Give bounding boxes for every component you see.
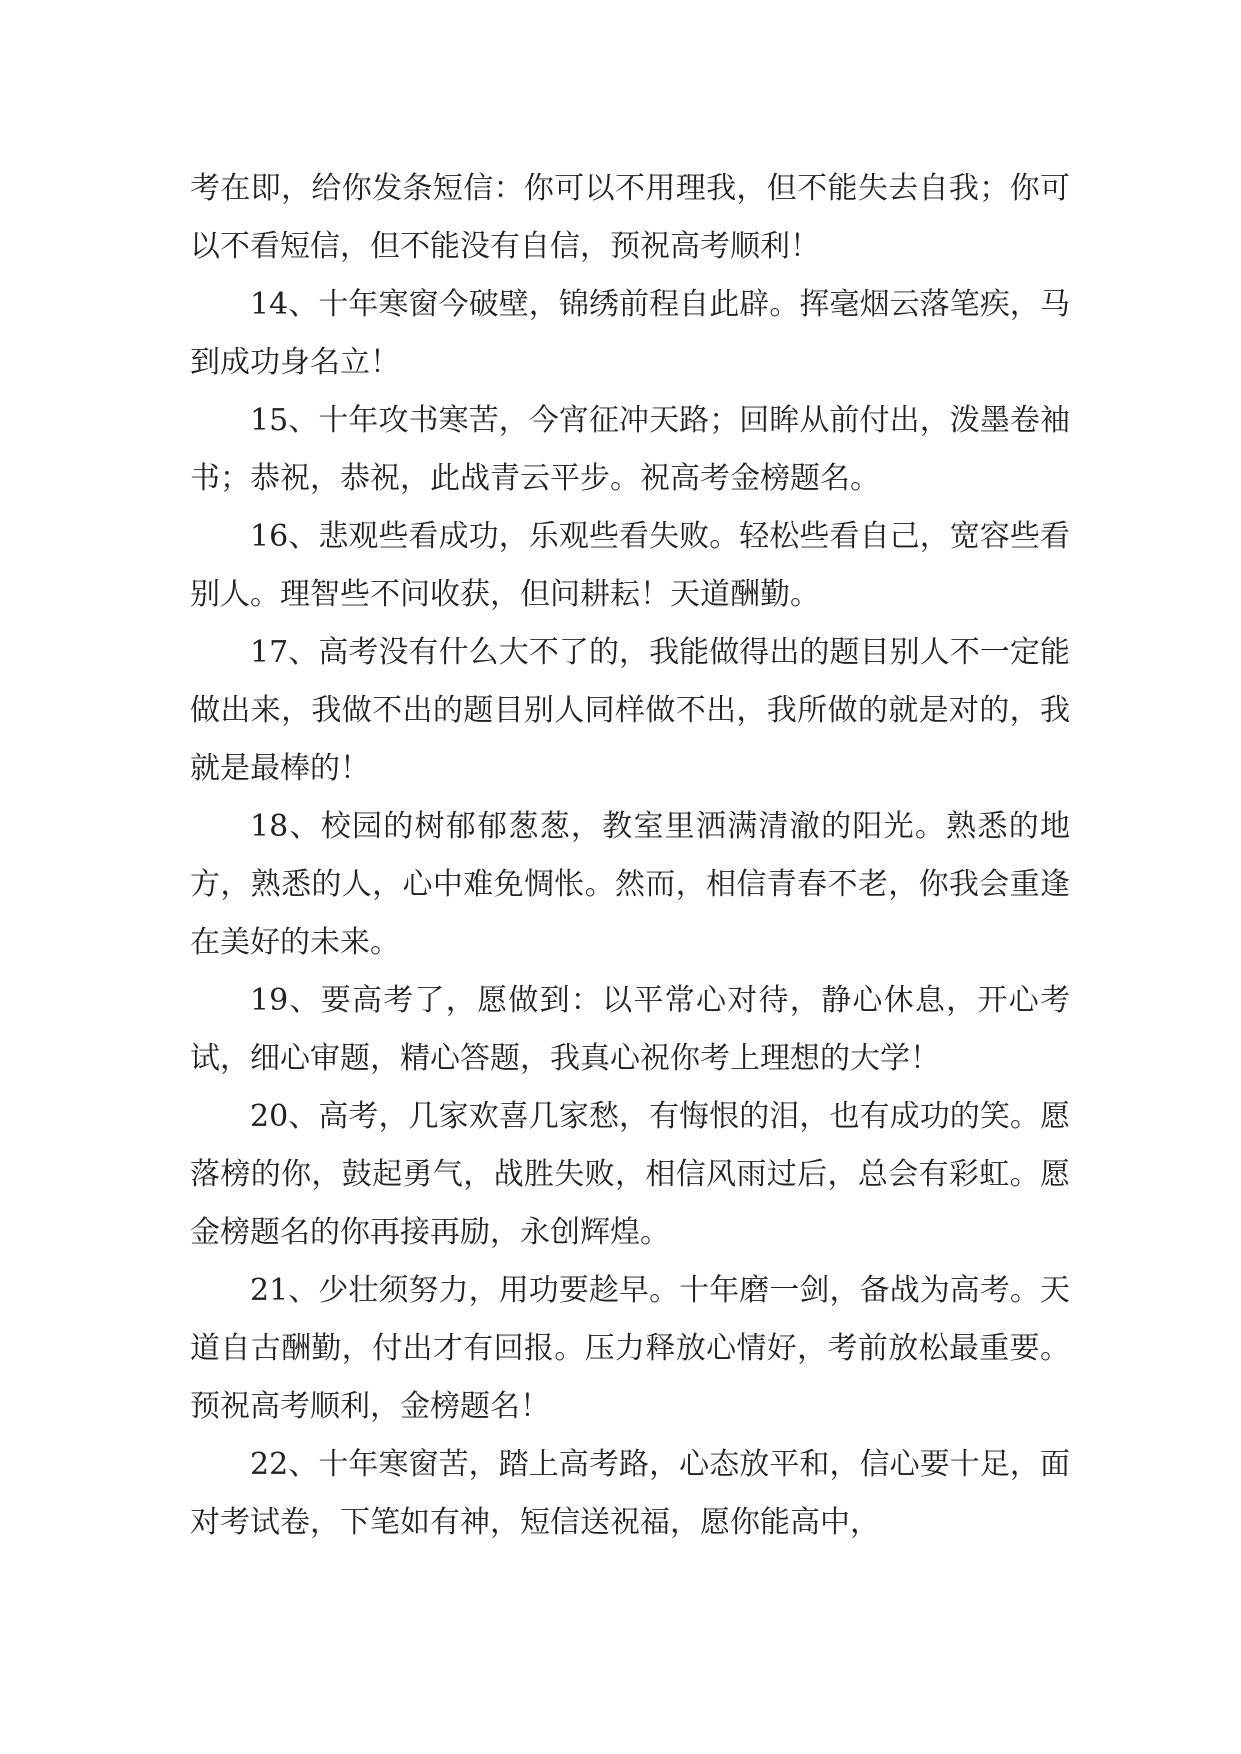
- paragraph: 20、高考，几家欢喜几家愁，有悔恨的泪，也有成功的笑。愿落榜的你，鼓起勇气，战胜失败，相信风雨过后，总会有彩虹。愿金榜题名的你再接再励，永创辉煌。: [190, 1099, 1070, 1250]
- paragraph: 16、悲观些看成功，乐观些看失败。轻松些看自己，宽容些看别人。理智些不问收获，但问耕耘！天道酬勤。: [190, 519, 1070, 612]
- paragraph: 21、少壮须努力，用功要趁早。十年磨一剑，备战为高考。天道自古酬勤，付出才有回报。压力释放心情好，考前放松最重要。预祝高考顺利，金榜题名！: [190, 1273, 1070, 1424]
- paragraph: 15、十年攻书寒苦，今宵征冲天路；回眸从前付出，泼墨卷袖书；恭祝，恭祝，此战青云平步。祝高考金榜题名。: [190, 403, 1070, 496]
- paragraph: 22、十年寒窗苦，踏上高考路，心态放平和，信心要十足，面对考试卷，下笔如有神，短信送祝福，愿你能高中，: [190, 1447, 1070, 1540]
- paragraph: 17、高考没有什么大不了的，我能做得出的题目别人不一定能做出来，我做不出的题目别人同样做不出，我所做的就是对的，我就是最棒的！: [190, 635, 1070, 786]
- paragraph: 19、要高考了，愿做到：以平常心对待，静心休息，开心考试，细心审题，精心答题，我真心祝你考上理想的大学！: [190, 983, 1070, 1076]
- paragraph: 14、十年寒窗今破壁，锦绣前程自此辟。挥毫烟云落笔疾，马到成功身名立！: [190, 287, 1070, 380]
- paragraph: 18、校园的树郁郁葱葱，教室里洒满清澈的阳光。熟悉的地方，熟悉的人，心中难免惆怅。然而，相信青春不老，你我会重逢在美好的未来。: [190, 809, 1070, 960]
- document-body: [190, 160, 1070, 1552]
- paragraph: 考在即，给你发条短信：你可以不用理我，但不能失去自我；你可以不看短信，但不能没有自信，预祝高考顺利！: [190, 171, 1070, 264]
